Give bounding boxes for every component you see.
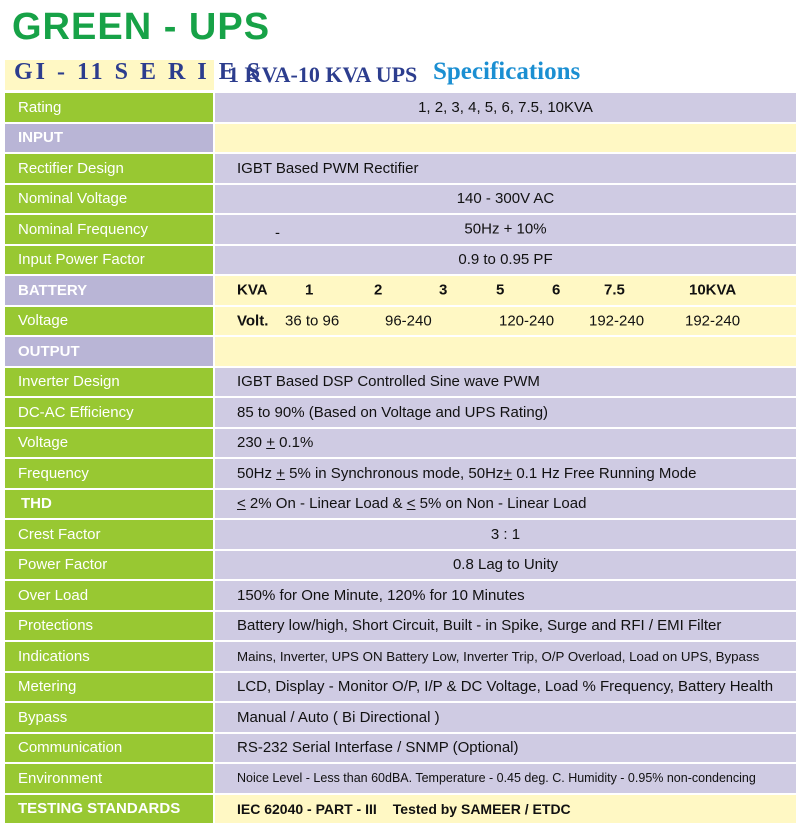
kva-col: 2 (374, 281, 383, 299)
row-value (215, 215, 796, 244)
row-label: Metering (5, 673, 213, 702)
plus-minus-mark: + (266, 434, 275, 452)
row-label: Voltage (5, 307, 213, 336)
volt-col: 120-240 (499, 312, 555, 330)
row-indications (5, 642, 796, 671)
row-value: RS-232 Serial Interfase / SNMP (Optional) (215, 734, 796, 763)
less-equal-mark: < (406, 495, 416, 513)
voltage-pre: 230 (237, 434, 267, 452)
kva-col: 1 (305, 281, 314, 299)
row-value: 0.9 to 0.95 PF (215, 246, 796, 275)
row-value: 150% for One Minute, 120% for 10 Minutes (215, 581, 796, 610)
kva-col: 5 (496, 281, 505, 299)
row-label: DC-AC Efficiency (5, 398, 213, 427)
less-equal-mark: < (237, 495, 246, 513)
dash-mark: - (275, 224, 280, 242)
row-label: Power Factor (5, 551, 213, 580)
row-value: Manual / Auto ( Bi Directional ) (215, 703, 796, 732)
row-value (215, 459, 796, 488)
testing-standard: IEC 62040 - PART - III (237, 800, 377, 817)
voltage-post: 0.1% (274, 434, 314, 452)
testing-authority: Tested by SAMEER / ETDC (392, 800, 571, 817)
row-label: Input Power Factor (5, 246, 213, 275)
volt-col: 192-240 (589, 312, 645, 330)
row-value: Mains, Inverter, UPS ON Battery Low, Inverter Trip, O/P Overload, Load on UPS, Bypass (215, 642, 796, 671)
row-value (215, 795, 796, 824)
row-protections (5, 612, 796, 641)
row-label: Over Load (5, 581, 213, 610)
row-value: 140 - 300V AC (215, 185, 796, 214)
row-value: IGBT Based DSP Controlled Sine wave PWM (215, 368, 796, 397)
row-label: Rectifier Design (5, 154, 213, 183)
row-value: 85 to 90% (Based on Voltage and UPS Rating) (215, 398, 796, 427)
section-battery (5, 276, 796, 305)
brand-title: GREEN - UPS (12, 6, 271, 48)
row-dc-ac-efficiency (5, 398, 796, 427)
row-metering (5, 673, 796, 702)
row-label: Frequency (5, 459, 213, 488)
row-value: 0.8 Lag to Unity (215, 551, 796, 580)
row-nominal-voltage (5, 185, 796, 214)
row-label: Nominal Voltage (5, 185, 213, 214)
section-output (5, 337, 796, 366)
row-label: Crest Factor (5, 520, 213, 549)
kva-label: KVA (237, 281, 268, 299)
row-label: Inverter Design (5, 368, 213, 397)
row-label: Environment (5, 764, 213, 793)
row-value: 1, 2, 3, 4, 5, 6, 7.5, 10KVA (215, 93, 796, 122)
row-value (215, 490, 796, 519)
thd-part: 5% on Non - Linear Load (415, 495, 587, 513)
row-label: Indications (5, 642, 213, 671)
kva-col: 6 (552, 281, 561, 299)
row-frequency (5, 459, 796, 488)
kva-col: 3 (439, 281, 448, 299)
row-label: TESTING STANDARDS (5, 795, 213, 824)
frequency-part: 0.1 Hz Free Running Mode (512, 464, 697, 482)
row-value: IGBT Based PWM Rectifier (215, 154, 796, 183)
row-battery-voltage (5, 307, 796, 336)
kva-col: 7.5 (604, 281, 625, 299)
row-nominal-frequency (5, 215, 796, 244)
spec-table (5, 93, 796, 825)
row-inverter-design (5, 368, 796, 397)
row-label: Protections (5, 612, 213, 641)
row-label: Communication (5, 734, 213, 763)
volt-label: Volt. (237, 312, 269, 330)
frequency-part: 5% in Synchronous mode, 50Hz (284, 464, 504, 482)
volt-col: 192-240 (685, 312, 741, 330)
row-bypass (5, 703, 796, 732)
row-crest-factor (5, 520, 796, 549)
row-value: 3 : 1 (215, 520, 796, 549)
volt-col: 96-240 (385, 312, 432, 330)
kva-range: 1 KVA-10 KVA UPS (228, 62, 418, 87)
plus-minus-mark: + (503, 464, 513, 482)
row-input-power-factor (5, 246, 796, 275)
volt-col: 36 to 96 (285, 312, 340, 330)
section-label: OUTPUT (5, 337, 213, 366)
section-input (5, 124, 796, 153)
row-communication (5, 734, 796, 763)
row-environment (5, 764, 796, 793)
kva-col: 10KVA (689, 281, 737, 299)
row-value (215, 307, 796, 336)
battery-kva-header (215, 276, 796, 305)
section-fill (215, 124, 796, 153)
row-value (215, 429, 796, 458)
row-testing-standards (5, 795, 796, 824)
row-rating (5, 93, 796, 122)
row-label: Rating (5, 93, 213, 122)
series-name: GI - 11 S E R I E S (14, 59, 264, 85)
row-power-factor (5, 551, 796, 580)
specifications-heading: Specifications (433, 58, 581, 85)
row-value: LCD, Display - Monitor O/P, I/P & DC Voltage, Load % Frequency, Battery Health (215, 673, 796, 702)
thd-part: 2% On - Linear Load & (245, 495, 407, 513)
row-value: Battery low/high, Short Circuit, Built - in Spike, Surge and RFI / EMI Filter (215, 612, 796, 641)
row-output-voltage (5, 429, 796, 458)
section-label: BATTERY (5, 276, 213, 305)
row-label: Bypass (5, 703, 213, 732)
row-label: Voltage (5, 429, 213, 458)
row-value: Noice Level - Less than 60dBA. Temperature - 0.45 deg. C. Humidity - 0.95% non-condencing (215, 764, 796, 793)
row-over-load (5, 581, 796, 610)
section-fill (215, 337, 796, 366)
row-label: THD (5, 490, 213, 519)
row-rectifier-design (5, 154, 796, 183)
frequency-part: 50Hz (237, 464, 277, 482)
row-thd (5, 490, 796, 519)
plus-minus-mark: + (276, 464, 285, 482)
row-label: Nominal Frequency (5, 215, 213, 244)
frequency-value: 50Hz + 10% (464, 220, 547, 238)
section-label: INPUT (5, 124, 213, 153)
